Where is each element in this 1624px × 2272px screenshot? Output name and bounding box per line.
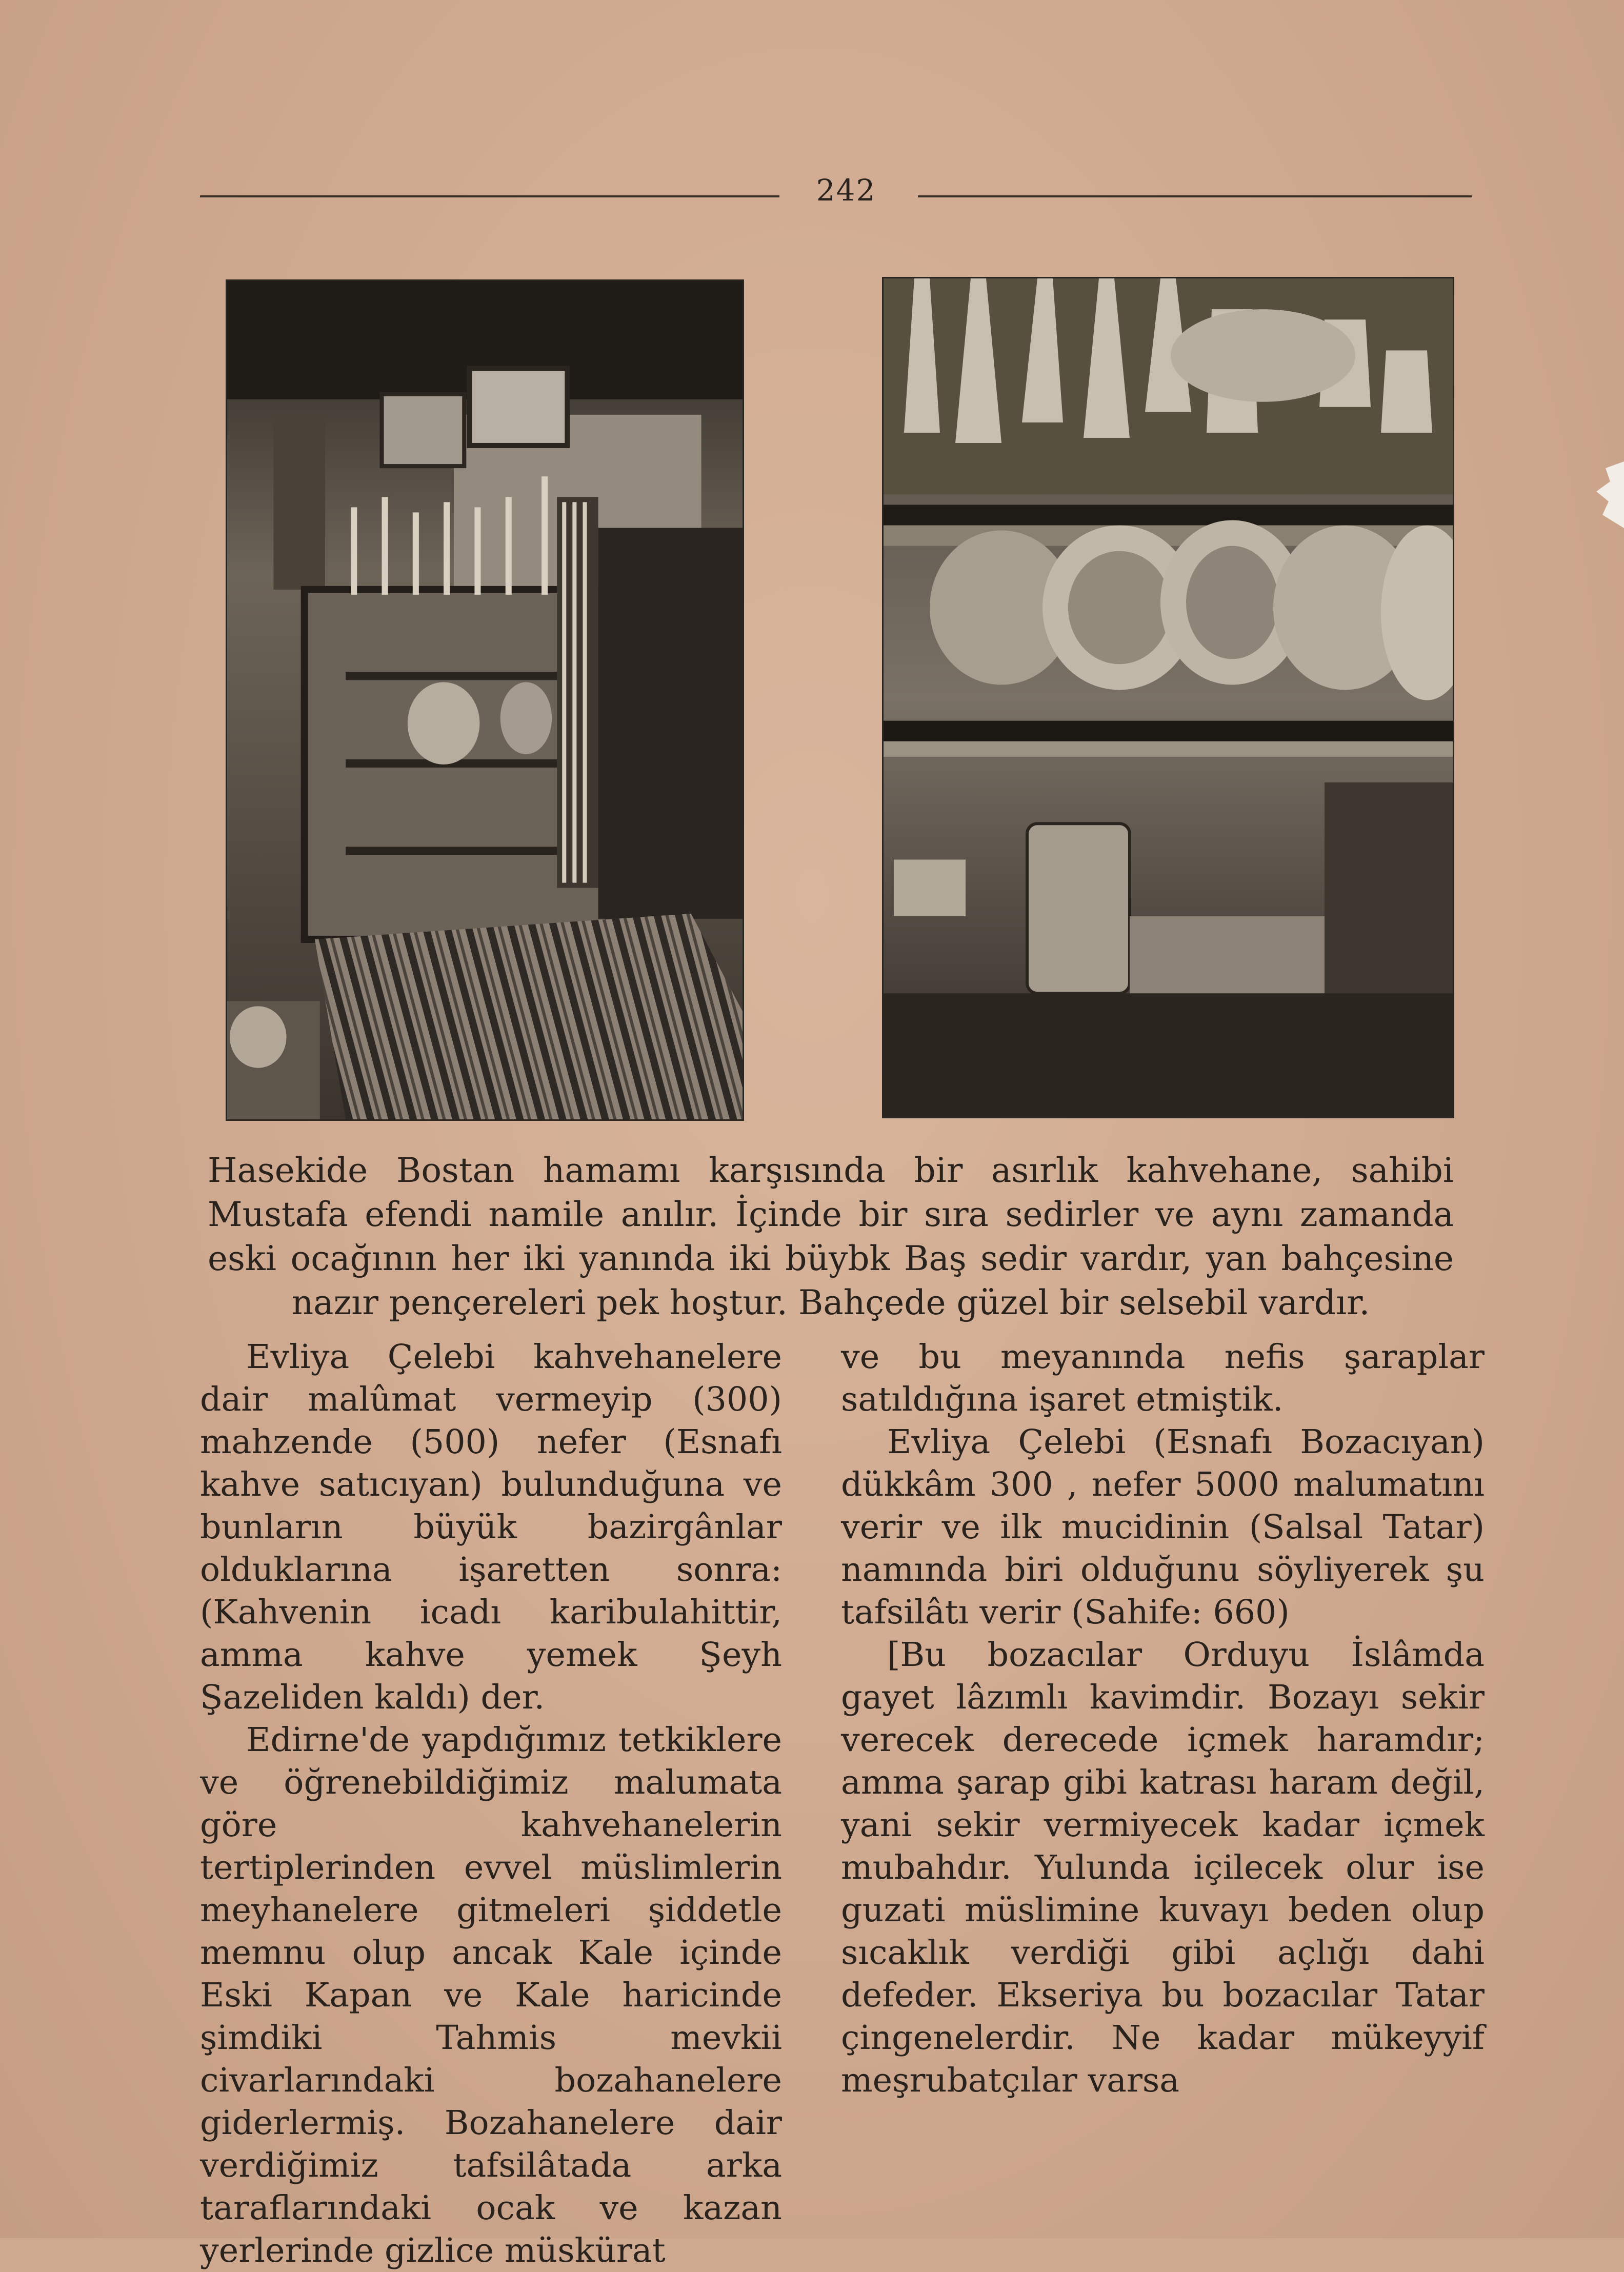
right-paragraph: ve bu meyanında nefis şaraplar satıldığına işaret etmiştik. [841, 1338, 1485, 1419]
hearth-shelf-photo [882, 277, 1454, 1118]
page-header [200, 173, 1472, 208]
torn-edge [1593, 461, 1624, 528]
header-rule-right [918, 195, 1472, 197]
left-column [200, 1336, 782, 2272]
photo-caption: Hasekide Bostan hamamı karşısında bir asırlık kahvehane, sahibi Mustafa efendi namile anılır. İçinde bir sıra sedirler ve aynı zamanda eski ocağının her iki yanında iki büybk Baş sedir vardır, yan bahçesine nazır pençereleri pek hoştur. Bahçede güzel bir selsebil vardır. [208, 1151, 1454, 1322]
coffeehouse-interior-photo [226, 279, 744, 1121]
right-paragraph: Evliya Çelebi (Esnafı Bozacıyan) dükkâm 300 , nefer 5000 malumatını verir ve ilk mucidinin (Salsal Tatar) namında biri olduğunu söyliyerek şu tafsilâtı verir (Sahife: 660) [841, 1423, 1485, 1632]
right-column [841, 1336, 1485, 2102]
page-number: 242 [816, 173, 876, 208]
left-paragraph: Evliya Çelebi kahvehanelere dair malûmat vermeyip (300) mahzende (500) nefer (Esnafı kahve satıcıyan) bulunduğuna ve bunların büyük bazirgânlar olduklarına işaretten sonra: (Kahvenin icadı karibulahittir, amma kahve yemek Şeyh Şazeliden kaldı) der. [200, 1338, 782, 1717]
right-paragraph: [Bu bozacılar Orduyu İslâmda gayet lâzımlı kavimdir. Bozayı sekir verecek derecede içmek haramdır; amma şarap gibi katrası haram değil, yani sekir vermiyecek kadar içmek mubahdır. Yulunda içilecek olur ise guzati müslimine kuvayı beden olup sıcaklık verdiği gibi açlığı dahi defeder. Ekseriya bu bozacılar Tatar çingenelerdir. Ne kadar mükeyyif meşrubatçılar varsa [841, 1636, 1485, 2100]
header-rule-left [200, 195, 779, 197]
left-paragraph: Edirne'de yapdığımız tetkiklere ve öğrenebildiğimiz malumata göre kahvehanelerin tertiplerinden evvel müslimlerin meyhanelere gitmeleri şiddetle memnu olup ancak Kale içinde Eski Kapan ve Kale haricinde şimdiki Tahmis mevkii civarlarındaki bozahanelere giderlermiş. Bozahanelere dair verdiğimiz tafsilâtada arka taraflarındaki ocak ve kazan yerlerinde gizlice müskürat [200, 1721, 782, 2270]
